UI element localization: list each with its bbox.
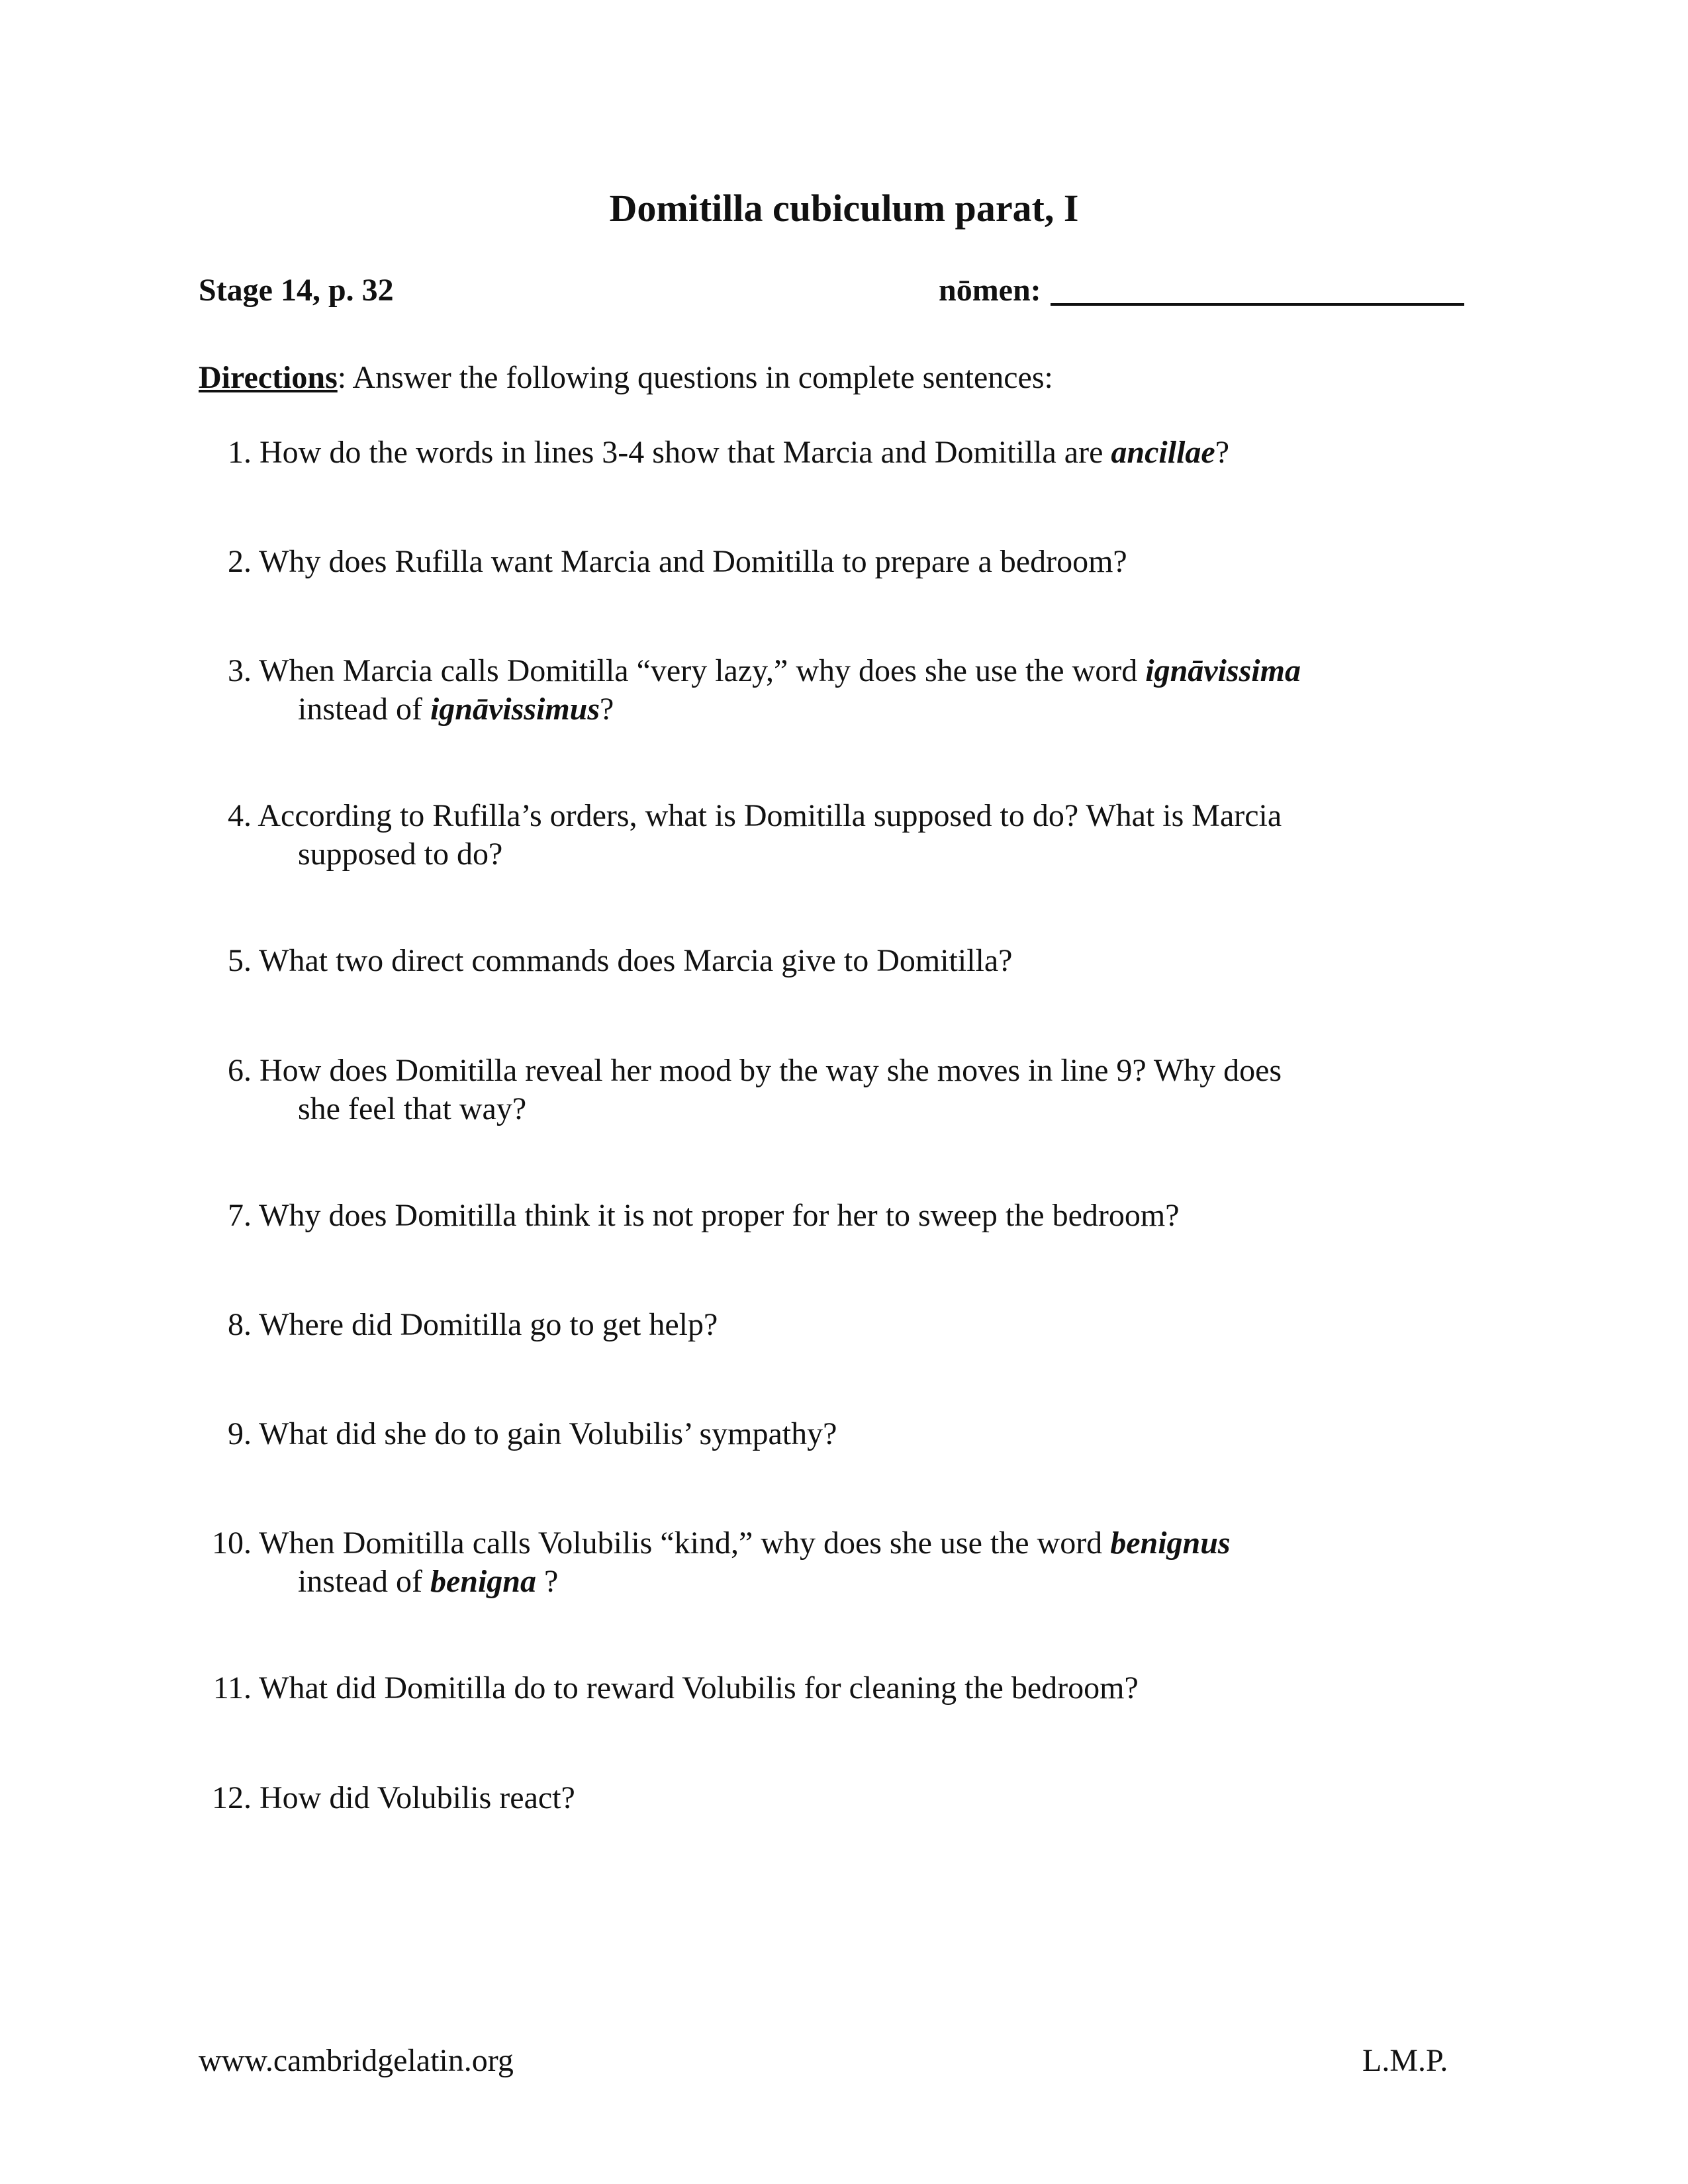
question-text: When Domitilla calls Volubilis “kind,” why does she use the word [259, 1525, 1111, 1561]
question-4 [199, 797, 1496, 874]
question-number: 12. [212, 1780, 252, 1815]
question-number: 4. [228, 798, 252, 833]
question-2 [199, 543, 1496, 581]
question-text: Where did Domitilla go to get help? [259, 1307, 718, 1342]
directions-label: Directions [199, 360, 338, 395]
latin-term: benigna [430, 1564, 536, 1599]
name-blank-line[interactable] [1051, 273, 1464, 306]
latin-term: ignāvissimus [430, 692, 600, 727]
question-1: 1. How do the words in lines 3-4 show that Marcia and Domitilla are ancillae? [199, 433, 1496, 472]
question-text: What did she do to gain Volubilis’ sympathy? [259, 1416, 837, 1451]
question-6 [199, 1052, 1496, 1128]
question-12 [199, 1779, 1496, 1817]
question-number: 5. [228, 943, 252, 978]
name-label: nōmen: [939, 273, 1041, 308]
latin-term: benignus [1110, 1525, 1231, 1561]
page-title: Domitilla cubiculum parat, I [609, 187, 1079, 230]
question-9 [199, 1415, 1496, 1453]
question-number: 6. [228, 1053, 252, 1088]
question-text: According to Rufilla’s orders, what is Domitilla supposed to do? What is Marcia [258, 798, 1282, 833]
latin-term: ignāvissima [1145, 653, 1301, 688]
question-number: 7. [228, 1198, 252, 1233]
stage-reference: Stage 14, p. 32 [199, 273, 394, 308]
question-11 [199, 1669, 1496, 1707]
question-10 [199, 1524, 1496, 1601]
question-continuation: supposed to do? [298, 837, 503, 872]
question-text: How does Domitilla reveal her mood by the way she moves in line 9? Why does [259, 1053, 1282, 1088]
question-text: How do the words in lines 3-4 show that Marcia and Domitilla are [259, 435, 1111, 470]
footer-website: www.cambridgelatin.org [199, 2043, 514, 2078]
question-8 [199, 1306, 1496, 1344]
question-text: How did Volubilis react? [259, 1780, 575, 1815]
question-7 [199, 1197, 1496, 1235]
question-continuation: instead of benigna ? [298, 1564, 559, 1599]
question-3 [199, 652, 1496, 729]
question-text: Why does Rufilla want Marcia and Domitilla to prepare a bedroom? [259, 544, 1127, 579]
question-text: Why does Domitilla think it is not proper for her to sweep the bedroom? [259, 1198, 1180, 1233]
question-number: 8. [228, 1307, 252, 1342]
question-5 [199, 942, 1496, 980]
footer-initials: L.M.P. [1362, 2043, 1448, 2078]
directions [199, 359, 1053, 397]
question-number: 9. [228, 1416, 252, 1451]
directions-text: : Answer the following questions in complete sentences: [337, 360, 1053, 395]
question-text: What did Domitilla do to reward Volubilis for cleaning the bedroom? [259, 1670, 1139, 1706]
question-number: 11. [212, 1670, 252, 1706]
question-continuation: instead of ignāvissimus? [298, 692, 614, 727]
question-continuation: she feel that way? [298, 1091, 527, 1126]
question-number: 3. [228, 653, 252, 688]
question-number: 2. [228, 544, 252, 579]
question-number: 1. [228, 435, 252, 470]
question-text: What two direct commands does Marcia give to Domitilla? [259, 943, 1013, 978]
name-field [939, 271, 1464, 310]
question-text: When Marcia calls Domitilla “very lazy,” why does she use the word [259, 653, 1146, 688]
question-number: 10. [212, 1525, 252, 1561]
latin-term: ancillae [1111, 435, 1215, 470]
